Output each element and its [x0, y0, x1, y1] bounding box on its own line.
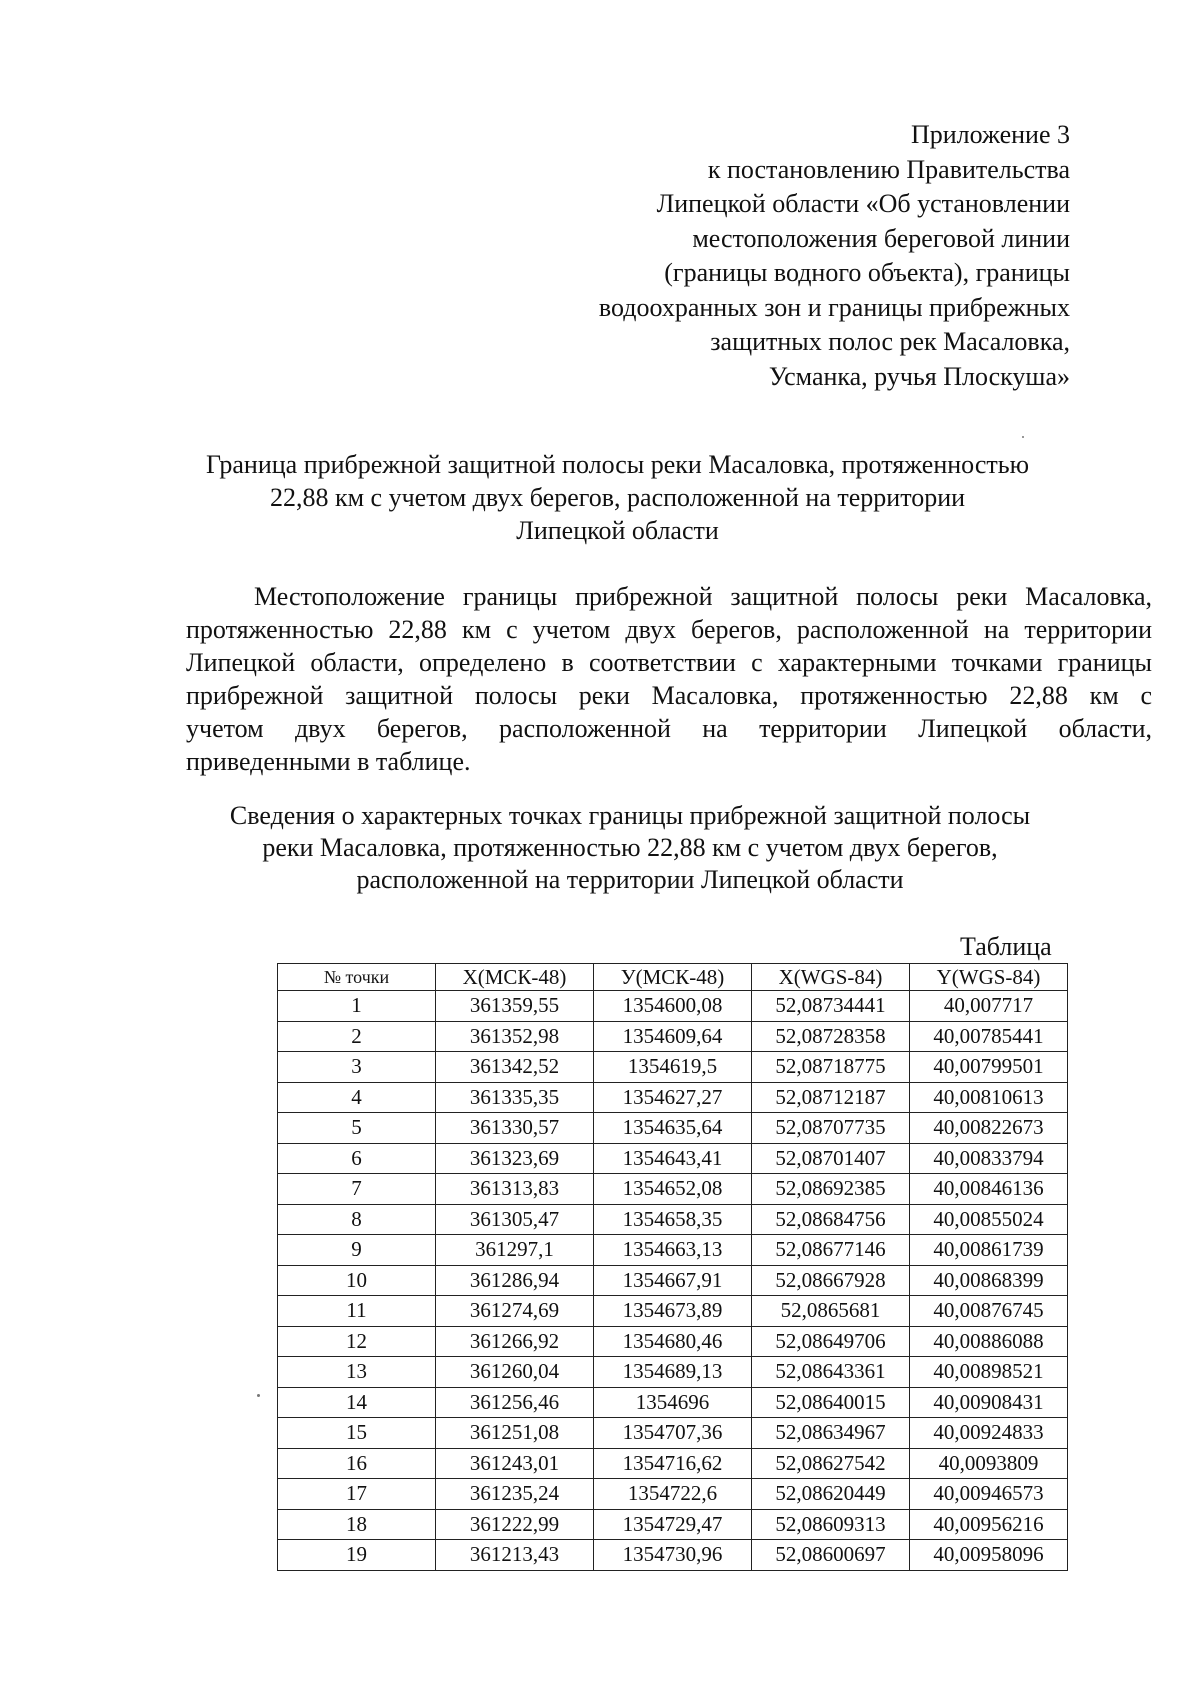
cell-y-msk48: 1354627,27	[594, 1082, 752, 1113]
cell-y-msk48: 1354658,35	[594, 1204, 752, 1235]
cell-x-msk48: 361256,46	[436, 1387, 594, 1418]
scan-speck	[1022, 436, 1024, 438]
cell-y-wgs84: 40,00876745	[910, 1296, 1068, 1327]
cell-y-wgs84: 40,00799501	[910, 1052, 1068, 1083]
cell-point-number: 11	[278, 1296, 436, 1327]
appendix-line: защитных полос рек Масаловка,	[710, 327, 1070, 356]
cell-y-wgs84: 40,00833794	[910, 1143, 1068, 1174]
cell-y-wgs84: 40,00822673	[910, 1113, 1068, 1144]
table-row	[278, 1204, 1068, 1235]
scan-speck	[257, 1394, 260, 1397]
cell-y-msk48: 1354609,64	[594, 1021, 752, 1052]
cell-x-wgs84: 52,08712187	[752, 1082, 910, 1113]
cell-y-wgs84: 40,007717	[910, 991, 1068, 1022]
table-row	[278, 1448, 1068, 1479]
cell-y-msk48: 1354696	[594, 1387, 752, 1418]
cell-point-number: 1	[278, 991, 436, 1022]
cell-y-msk48: 1354730,96	[594, 1540, 752, 1571]
cell-y-msk48: 1354689,13	[594, 1357, 752, 1388]
cell-y-wgs84: 40,00810613	[910, 1082, 1068, 1113]
cell-x-wgs84: 52,08634967	[752, 1418, 910, 1449]
cell-y-wgs84: 40,00958096	[910, 1540, 1068, 1571]
table-row	[278, 1143, 1068, 1174]
caption-line: реки Масаловка, протяженностью 22,88 км с учетом двух берегов,	[262, 833, 998, 862]
cell-point-number: 14	[278, 1387, 436, 1418]
caption-line: Сведения о характерных точках границы прибрежной защитной полосы	[229, 801, 1031, 830]
body-line: протяженностью 22,88 км с учетом двух берегов, расположенной на территории	[186, 615, 1152, 644]
cell-x-msk48: 361313,83	[436, 1174, 594, 1205]
cell-point-number: 12	[278, 1326, 436, 1357]
cell-x-msk48: 361274,69	[436, 1296, 594, 1327]
cell-x-wgs84: 52,08649706	[752, 1326, 910, 1357]
cell-x-wgs84: 52,08684756	[752, 1204, 910, 1235]
cell-x-msk48: 361235,24	[436, 1479, 594, 1510]
table-row	[278, 991, 1068, 1022]
table-row	[278, 1509, 1068, 1540]
table-row	[278, 1296, 1068, 1327]
cell-y-msk48: 1354652,08	[594, 1174, 752, 1205]
heading-line: Граница прибрежной защитной полосы реки Масаловка, протяженностью	[205, 450, 1029, 479]
cell-x-msk48: 361297,1	[436, 1235, 594, 1266]
appendix-line: Липецкой области «Об установлении	[656, 189, 1070, 218]
cell-point-number: 18	[278, 1509, 436, 1540]
cell-x-msk48: 361323,69	[436, 1143, 594, 1174]
appendix-reference	[510, 118, 1070, 394]
cell-x-msk48: 361243,01	[436, 1448, 594, 1479]
table-row	[278, 1418, 1068, 1449]
table-label: Таблица	[960, 932, 1052, 961]
appendix-line: (границы водного объекта), границы	[664, 258, 1070, 287]
heading-line: Липецкой области	[516, 516, 719, 545]
body-line: приведенными в таблице.	[186, 747, 471, 776]
cell-x-wgs84: 52,08627542	[752, 1448, 910, 1479]
table-row	[278, 1326, 1068, 1357]
table-row	[278, 1235, 1068, 1266]
cell-y-wgs84: 40,00886088	[910, 1326, 1068, 1357]
cell-x-wgs84: 52,08734441	[752, 991, 910, 1022]
cell-point-number: 15	[278, 1418, 436, 1449]
cell-x-msk48: 361266,92	[436, 1326, 594, 1357]
cell-x-msk48: 361213,43	[436, 1540, 594, 1571]
cell-x-wgs84: 52,08728358	[752, 1021, 910, 1052]
cell-y-wgs84: 40,00898521	[910, 1357, 1068, 1388]
column-header-x-msk48: X(МСК-48)	[436, 964, 594, 991]
cell-y-wgs84: 40,00956216	[910, 1509, 1068, 1540]
body-paragraph	[186, 580, 1152, 778]
cell-point-number: 19	[278, 1540, 436, 1571]
appendix-line: местоположения береговой линии	[692, 223, 1070, 253]
cell-x-msk48: 361260,04	[436, 1357, 594, 1388]
table-caption	[180, 800, 1080, 896]
column-header-x-wgs84: X(WGS-84)	[752, 964, 910, 991]
table-row	[278, 1052, 1068, 1083]
cell-y-msk48: 1354722,6	[594, 1479, 752, 1510]
appendix-line: Усманка, ручья Плоскуша»	[768, 361, 1070, 391]
column-header-y-msk48: У(МСК-48)	[594, 964, 752, 991]
cell-x-msk48: 361305,47	[436, 1204, 594, 1235]
cell-y-msk48: 1354663,13	[594, 1235, 752, 1266]
cell-x-wgs84: 52,08667928	[752, 1265, 910, 1296]
cell-y-wgs84: 40,00855024	[910, 1204, 1068, 1235]
column-header-point-number: № точки	[278, 964, 436, 991]
cell-y-msk48: 1354673,89	[594, 1296, 752, 1327]
cell-x-msk48: 361222,99	[436, 1509, 594, 1540]
cell-y-msk48: 1354635,64	[594, 1113, 752, 1144]
cell-point-number: 7	[278, 1174, 436, 1205]
cell-point-number: 16	[278, 1448, 436, 1479]
table-row	[278, 1174, 1068, 1205]
cell-y-wgs84: 40,00908431	[910, 1387, 1068, 1418]
cell-point-number: 5	[278, 1113, 436, 1144]
cell-x-wgs84: 52,08640015	[752, 1387, 910, 1418]
table-header-row	[278, 964, 1068, 991]
cell-y-msk48: 1354619,5	[594, 1052, 752, 1083]
table-row	[278, 1021, 1068, 1052]
cell-point-number: 10	[278, 1265, 436, 1296]
cell-y-wgs84: 40,00868399	[910, 1265, 1068, 1296]
heading-line: 22,88 км с учетом двух берегов, расположенной на территории	[269, 483, 966, 512]
appendix-line: водоохранных зон и границы прибрежных	[598, 292, 1070, 322]
cell-x-msk48: 361359,55	[436, 991, 594, 1022]
cell-x-wgs84: 52,08620449	[752, 1479, 910, 1510]
cell-y-wgs84: 40,0093809	[910, 1448, 1068, 1479]
cell-x-wgs84: 52,08718775	[752, 1052, 910, 1083]
cell-x-msk48: 361286,94	[436, 1265, 594, 1296]
cell-y-msk48: 1354643,41	[594, 1143, 752, 1174]
cell-y-wgs84: 40,00785441	[910, 1021, 1068, 1052]
cell-y-msk48: 1354667,91	[594, 1265, 752, 1296]
cell-y-msk48: 1354600,08	[594, 991, 752, 1022]
cell-y-msk48: 1354716,62	[594, 1448, 752, 1479]
appendix-line: Приложение 3	[910, 120, 1070, 149]
table-row	[278, 1357, 1068, 1388]
cell-x-msk48: 361342,52	[436, 1052, 594, 1083]
cell-x-wgs84: 52,08609313	[752, 1509, 910, 1540]
cell-point-number: 13	[278, 1357, 436, 1388]
cell-point-number: 3	[278, 1052, 436, 1083]
cell-x-wgs84: 52,08692385	[752, 1174, 910, 1205]
table-body	[278, 991, 1068, 1571]
cell-y-wgs84: 40,00861739	[910, 1235, 1068, 1266]
cell-x-wgs84: 52,08677146	[752, 1235, 910, 1266]
cell-x-wgs84: 52,08701407	[752, 1143, 910, 1174]
body-line: Местоположение границы прибрежной защитной полосы реки Масаловка,	[254, 582, 1152, 611]
cell-y-msk48: 1354707,36	[594, 1418, 752, 1449]
body-line: учетом двух берегов, расположенной на территории Липецкой области,	[186, 714, 1152, 743]
table-row	[278, 1387, 1068, 1418]
cell-point-number: 9	[278, 1235, 436, 1266]
appendix-line: к постановлению Правительства	[707, 154, 1070, 184]
cell-point-number: 8	[278, 1204, 436, 1235]
cell-point-number: 4	[278, 1082, 436, 1113]
table-row	[278, 1265, 1068, 1296]
table-row	[278, 1082, 1068, 1113]
cell-y-msk48: 1354680,46	[594, 1326, 752, 1357]
body-line: прибрежной защитной полосы реки Масаловка, протяженностью 22,88 км с	[186, 681, 1152, 710]
caption-line: расположенной на территории Липецкой области	[356, 865, 904, 894]
cell-x-msk48: 361330,57	[436, 1113, 594, 1144]
points-table	[277, 963, 1068, 1571]
table-row	[278, 1540, 1068, 1571]
cell-point-number: 6	[278, 1143, 436, 1174]
cell-x-wgs84: 52,08707735	[752, 1113, 910, 1144]
table-row	[278, 1113, 1068, 1144]
cell-x-msk48: 361335,35	[436, 1082, 594, 1113]
cell-point-number: 2	[278, 1021, 436, 1052]
cell-x-wgs84: 52,08643361	[752, 1357, 910, 1388]
cell-y-wgs84: 40,00946573	[910, 1479, 1068, 1510]
document-heading	[170, 448, 1065, 547]
cell-x-msk48: 361251,08	[436, 1418, 594, 1449]
column-header-y-wgs84: Y(WGS-84)	[910, 964, 1068, 991]
cell-y-msk48: 1354729,47	[594, 1509, 752, 1540]
cell-y-wgs84: 40,00924833	[910, 1418, 1068, 1449]
cell-x-wgs84: 52,0865681	[752, 1296, 910, 1327]
table-row	[278, 1479, 1068, 1510]
cell-y-wgs84: 40,00846136	[910, 1174, 1068, 1205]
cell-point-number: 17	[278, 1479, 436, 1510]
body-line: Липецкой области, определено в соответствии с характерными точками границы	[186, 648, 1152, 677]
cell-x-wgs84: 52,08600697	[752, 1540, 910, 1571]
cell-x-msk48: 361352,98	[436, 1021, 594, 1052]
